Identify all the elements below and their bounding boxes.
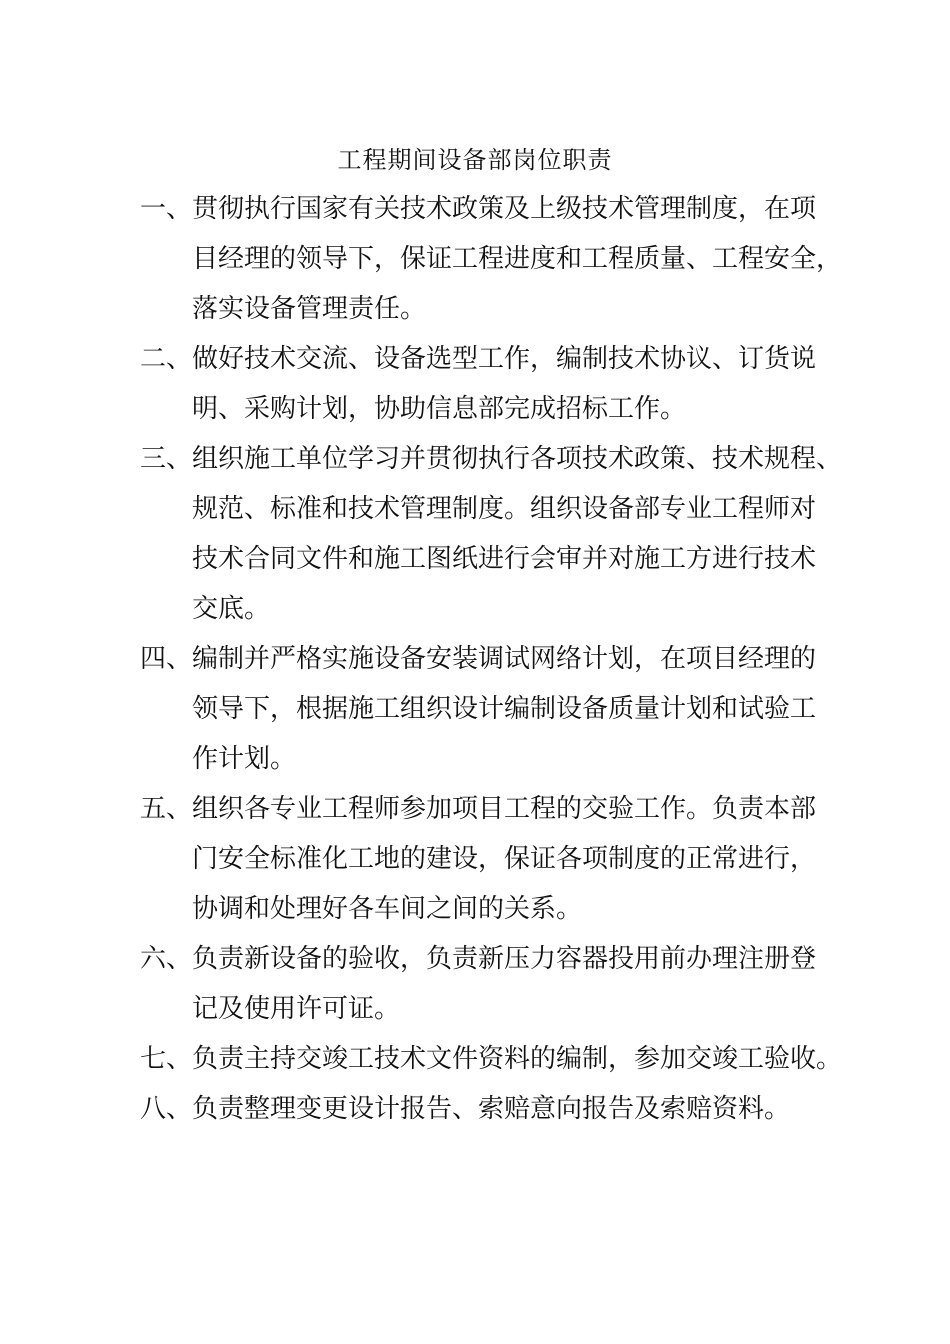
item-number: 三、 [140, 444, 193, 474]
list-item [140, 434, 843, 634]
list-item [140, 184, 843, 334]
item-text-line: 落实设备管理责任。 [192, 294, 427, 324]
item-text-line: 记及使用许可证。 [192, 994, 401, 1024]
list-item [140, 1034, 843, 1084]
item-text-line: 组织各专业工程师参加项目工程的交验工作。负责本部 [192, 794, 817, 824]
item-text-line: 负责新设备的验收，负责新压力容器投用前办理注册登 [192, 944, 817, 974]
item-text [192, 434, 842, 634]
list-item [140, 934, 830, 1034]
responsibility-list [140, 184, 843, 1134]
item-number: 七、 [140, 1044, 193, 1074]
item-text [192, 634, 830, 784]
item-text-line: 交底。 [192, 594, 271, 624]
item-text-line: 负责整理变更设计报告、索赔意向报告及索赔资料。 [192, 1094, 791, 1124]
document-title: 工程期间设备部岗位职责 [337, 146, 613, 174]
item-text [192, 334, 830, 434]
item-text-line: 编制并严格实施设备安装调试网络计划，在项目经理的 [192, 644, 817, 674]
item-text-line: 作计划。 [192, 744, 297, 774]
list-item [140, 1084, 830, 1134]
item-text [192, 784, 830, 934]
item-number: 六、 [140, 944, 193, 974]
item-text-line: 做好技术交流、设备选型工作，编制技术协议、订货说 [192, 344, 817, 374]
item-text [192, 184, 842, 334]
item-text-line: 规范、标准和技术管理制度。组织设备部专业工程师对 [192, 494, 817, 524]
item-number: 八、 [140, 1094, 193, 1124]
item-text [192, 934, 830, 1034]
item-text [192, 1084, 830, 1134]
item-text-line: 门安全标准化工地的建设，保证各项制度的正常进行， [192, 844, 817, 874]
item-text-line: 目经理的领导下，保证工程进度和工程质量、工程安全， [192, 244, 843, 274]
item-text-line: 贯彻执行国家有关技术政策及上级技术管理制度，在项 [192, 194, 817, 224]
item-text [192, 1034, 842, 1084]
item-number: 一、 [140, 194, 193, 224]
list-item [140, 634, 830, 784]
item-text-line: 组织施工单位学习并贯彻执行各项技术政策、技术规程、 [192, 444, 843, 474]
item-number: 二、 [140, 344, 193, 374]
item-text-line: 明、采购计划，协助信息部完成招标工作。 [192, 394, 687, 424]
item-text-line: 协调和处理好各车间之间的关系。 [192, 894, 583, 924]
list-item [140, 784, 830, 934]
item-number: 四、 [140, 644, 193, 674]
item-text-line: 负责主持交竣工技术文件资料的编制，参加交竣工验收。 [192, 1044, 843, 1074]
item-text-line: 技术合同文件和施工图纸进行会审并对施工方进行技术 [192, 544, 817, 574]
list-item [140, 334, 830, 434]
item-number: 五、 [140, 794, 193, 824]
item-text-line: 领导下，根据施工组织设计编制设备质量计划和试验工 [192, 694, 817, 724]
